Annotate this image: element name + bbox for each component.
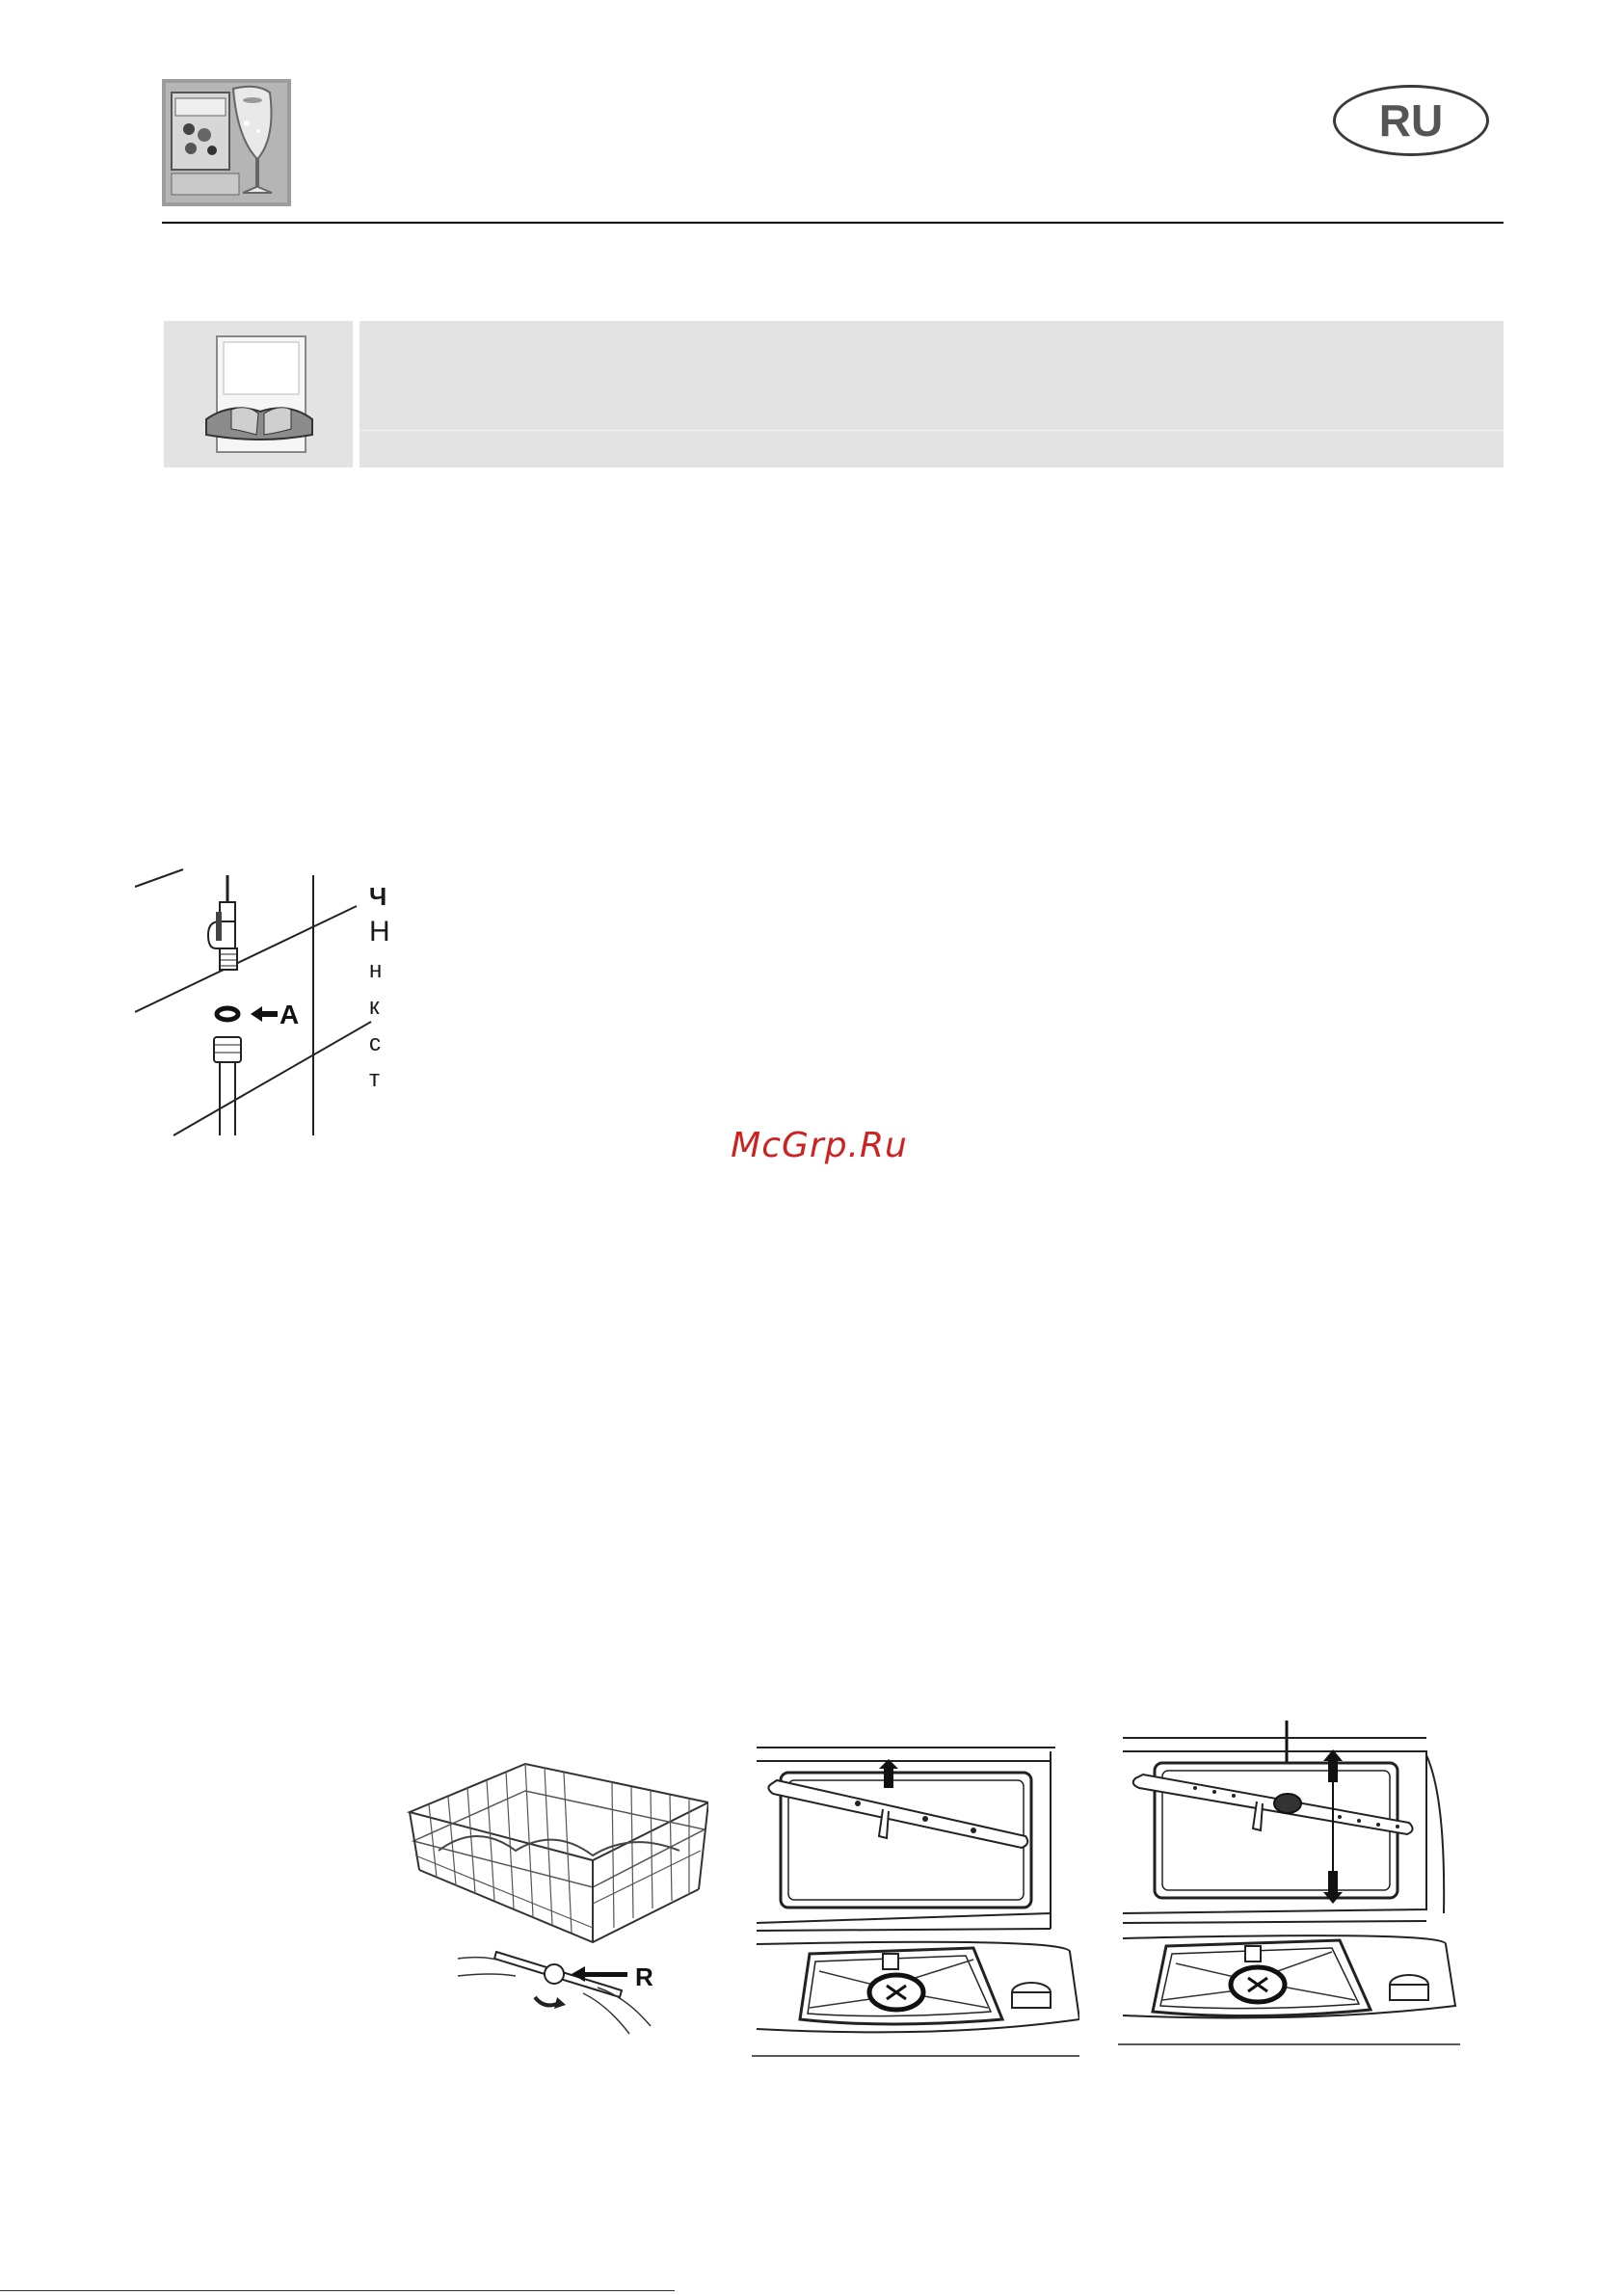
section-icon-box [164, 321, 353, 467]
spray-arm-nut-diagram [1118, 1721, 1460, 2048]
section-band-divider [359, 430, 1504, 431]
text-fragment: к [369, 994, 380, 1020]
text-fragment: Н [369, 916, 390, 947]
language-badge: RU [1333, 85, 1489, 156]
spray-arm-label-r: R [635, 1962, 653, 1991]
header-divider [162, 222, 1504, 224]
basket-spray-arm-diagram [400, 1745, 708, 2058]
footer-divider [0, 2290, 675, 2291]
text-fragment: н [369, 957, 383, 983]
control-panel-icon [164, 321, 353, 467]
dishwasher-logo-icon [162, 79, 291, 206]
text-fragment: Ч [369, 882, 387, 911]
text-fragment: т [369, 1066, 380, 1092]
section-heading-band [359, 321, 1504, 467]
watermark: McGrp.Ru [731, 1126, 908, 1165]
upper-spray-arm-diagram [752, 1740, 1079, 2058]
text-fragment: с [369, 1030, 381, 1056]
washer-label-a: A [280, 1000, 300, 1029]
